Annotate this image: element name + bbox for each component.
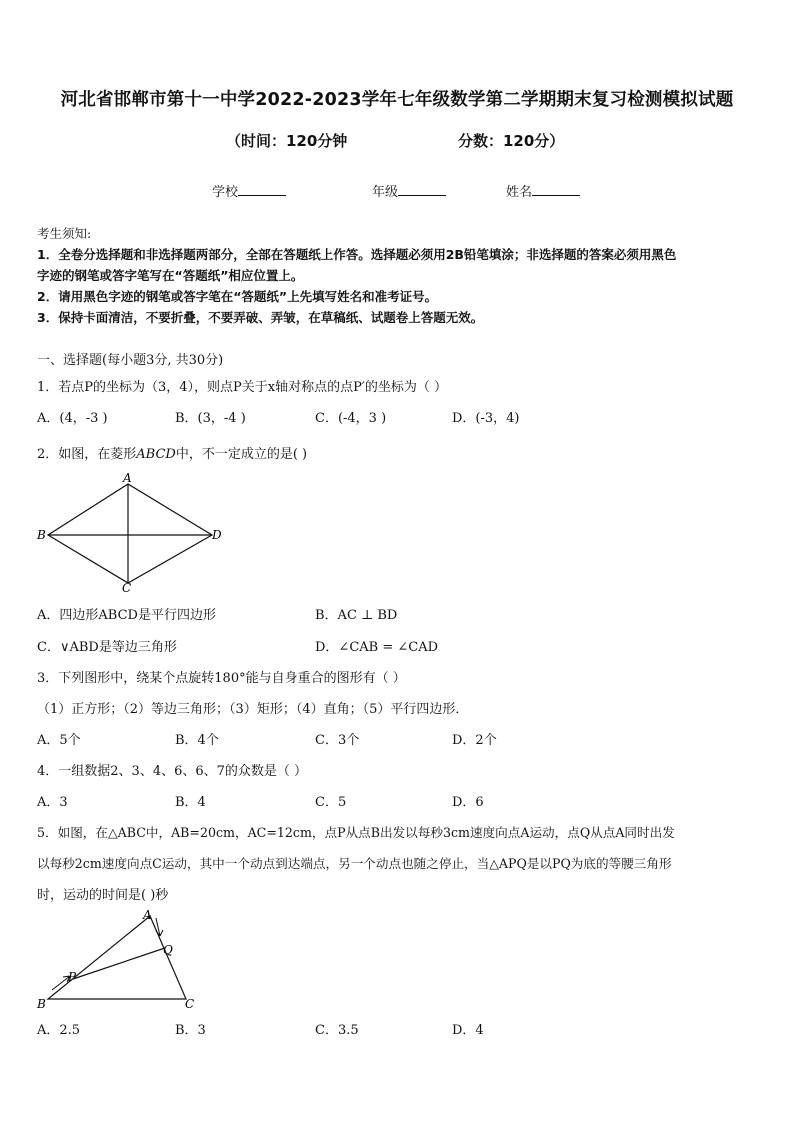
q2-option-b[interactable]: B．AC ⊥ BD xyxy=(315,608,398,623)
vertex-label-d: D xyxy=(212,528,222,542)
notice-item: 3．保持卡面清洁，不要折叠，不要弄破、弄皱，在草稿纸、试题卷上答题无效。 xyxy=(37,310,484,325)
exam-time: （时间：120分钟 xyxy=(226,132,348,150)
question-4-stem: 4．一组数据2、3、4、6、6、7的众数是（ ） xyxy=(37,764,308,779)
school-label: 学校 xyxy=(212,185,239,200)
vertex-label-b: B xyxy=(37,997,46,1011)
q2-option-a[interactable]: A．四边形ABCD是平行四边形 xyxy=(37,608,216,623)
school-blank[interactable] xyxy=(238,183,286,196)
q1-option-b[interactable]: B．(3，-4 ) xyxy=(175,411,246,426)
q2-option-c[interactable]: C．∨ABD是等边三角形 xyxy=(37,640,177,655)
question-5-stem-line: 5．如图，在△ABC中，AB=20cm，AC=12cm，点P从点B出发以每秒3cm速度向点A运动，点Q从点A同时出发 xyxy=(37,825,675,840)
segment-pq xyxy=(73,948,165,979)
q3-option-a[interactable]: A．5个 xyxy=(37,733,81,748)
q2-stem-post: 中，不一定成立的是( ) xyxy=(175,447,308,462)
exam-title: 河北省邯郸市第十一中学2022-2023学年七年级数学第二学期期末复习检测模拟试题 xyxy=(60,90,734,110)
q1-option-a[interactable]: A．(4，-3 ) xyxy=(37,411,108,426)
exam-score: 分数：120分） xyxy=(458,132,565,150)
q5-option-b[interactable]: B．3 xyxy=(175,1023,206,1038)
q4-option-b[interactable]: B．4 xyxy=(175,795,206,810)
grade-field xyxy=(372,181,446,200)
notice-item: 2．请用黑色字迹的钢笔或答字笔在“答题纸”上先填写姓名和准考证号。 xyxy=(37,289,438,304)
q2-option-d[interactable]: D．∠CAB = ∠CAD xyxy=(315,640,439,655)
question-1-stem: 1．若点P的坐标为（3，4），则点P关于x轴对称点的点P′的坐标为（ ） xyxy=(37,380,447,395)
q2-stem-math: ABCD xyxy=(136,447,176,462)
name-blank[interactable] xyxy=(532,183,580,196)
vertex-label-a: A xyxy=(123,471,132,485)
q3-option-b[interactable]: B．4个 xyxy=(175,733,219,748)
notice-heading: 考生须知: xyxy=(37,226,92,241)
section-heading: 一、选择题(每小题3分, 共30分) xyxy=(37,353,224,368)
vertex-label-c: C xyxy=(185,997,195,1011)
rhombus-outline xyxy=(48,484,212,583)
notice-item: 字迹的钢笔或答字笔写在“答题纸”相应位置上。 xyxy=(37,268,304,283)
grade-label: 年级 xyxy=(372,185,399,200)
point-label-p: P xyxy=(68,970,77,984)
vertex-label-a: A xyxy=(143,908,152,922)
question-5-stem-line: 时，运动的时间是( )秒 xyxy=(37,888,169,903)
rhombus-figure xyxy=(30,470,230,595)
triangle-abc xyxy=(48,916,186,999)
question-2-stem xyxy=(37,443,307,462)
school-field xyxy=(212,181,286,200)
grade-blank[interactable] xyxy=(398,183,446,196)
q4-option-d[interactable]: D．6 xyxy=(452,795,484,810)
q3-option-d[interactable]: D．2个 xyxy=(452,733,497,748)
name-field xyxy=(506,181,580,200)
name-label: 姓名 xyxy=(506,185,533,200)
question-3-stem: 3．下列图形中，绕某个点旋转180°能与自身重合的图形有（ ） xyxy=(37,671,406,686)
question-5-stem-line: 以每秒2cm速度向点C运动，其中一个动点到达端点，另一个动点也随之停止，当△APQ是以PQ为底的等腰三角形 xyxy=(37,856,672,871)
vertex-label-b: B xyxy=(37,528,46,542)
question-3-list: （1）正方形；（2）等边三角形；（3）矩形；（4）直角；（5）平行四边形． xyxy=(37,702,469,717)
q4-option-a[interactable]: A．3 xyxy=(37,795,68,810)
q1-option-d[interactable]: D．(-3，4) xyxy=(452,411,520,426)
q5-option-d[interactable]: D．4 xyxy=(452,1023,484,1038)
q5-option-a[interactable]: A．2.5 xyxy=(37,1023,81,1038)
point-label-q: Q xyxy=(163,943,173,957)
notice-item: 1．全卷分选择题和非选择题两部分，全部在答题纸上作答。选择题必须用2B铅笔填涂；非选择题的答案必须用黑色 xyxy=(37,247,677,262)
q1-option-c[interactable]: C．(-4，3 ) xyxy=(315,411,387,426)
q5-option-c[interactable]: C．3.5 xyxy=(315,1023,359,1038)
triangle-figure xyxy=(30,902,210,1014)
q4-option-c[interactable]: C．5 xyxy=(315,795,347,810)
q3-option-c[interactable]: C．3个 xyxy=(315,733,360,748)
q2-stem-pre: 2．如图，在菱形 xyxy=(37,447,137,462)
vertex-label-c: C xyxy=(122,581,132,595)
